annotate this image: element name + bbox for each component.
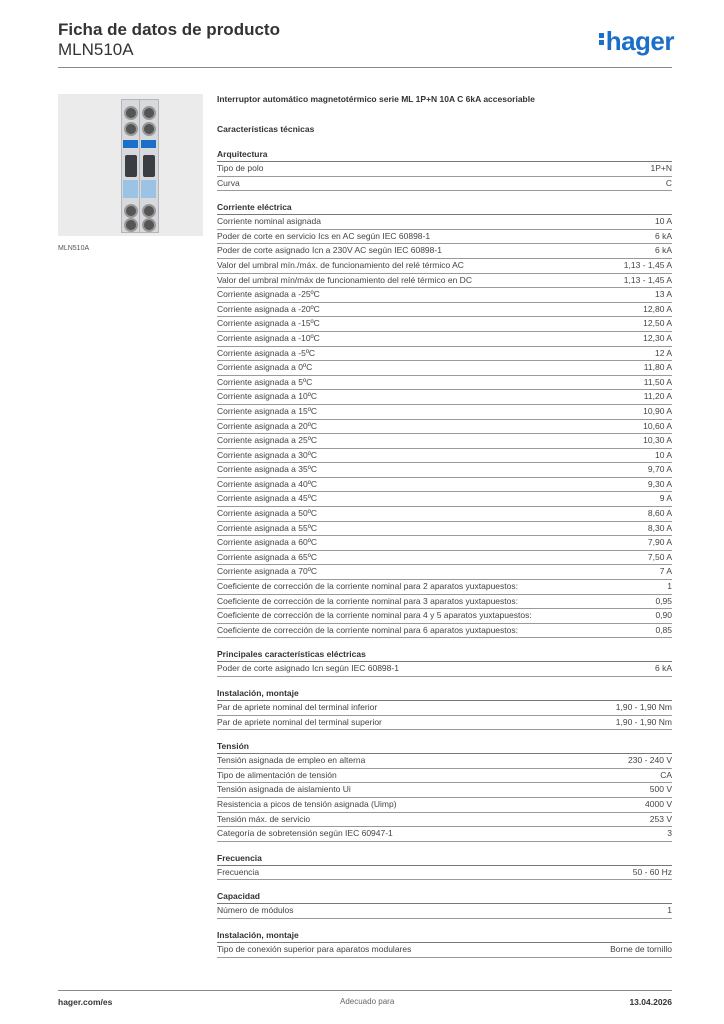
- spec-value: 6 kA: [654, 245, 672, 256]
- spec-value: 8,30 A: [647, 522, 672, 533]
- spec-row: [217, 332, 672, 347]
- spec-label: Poder de corte asignado Icn según IEC 60898-1: [217, 663, 399, 674]
- footer-suitable-for: Adecuado para: [340, 997, 395, 1006]
- spec-value: 3: [667, 828, 672, 839]
- spec-value: 11,50 A: [643, 376, 672, 387]
- spec-row: [217, 274, 672, 289]
- spec-row: [217, 701, 672, 716]
- logo-text: hager: [605, 26, 674, 56]
- spec-row: [217, 904, 672, 919]
- spec-label: Corriente asignada a 10ºC: [217, 391, 317, 402]
- spec-value: 12,50 A: [643, 318, 672, 329]
- spec-value: 10,90 A: [643, 405, 672, 416]
- spec-label: Par de apriete nominal del terminal inferior: [217, 702, 378, 712]
- spec-row: [217, 463, 672, 478]
- spec-value: 9,30 A: [647, 478, 672, 489]
- spec-row: [217, 716, 672, 731]
- spec-label: Corriente asignada a 65ºC: [217, 551, 317, 562]
- spec-group: [217, 890, 672, 919]
- spec-row: [217, 827, 672, 842]
- spec-group: [217, 648, 672, 677]
- spec-label: Corriente asignada a 60ºC: [217, 537, 317, 548]
- spec-label: Tipo de alimentación de tensión: [217, 769, 337, 780]
- spec-value: 1,13 - 1,45 A: [623, 259, 672, 270]
- spec-label: Corriente asignada a 15ºC: [217, 405, 317, 416]
- spec-value: 6 kA: [654, 230, 672, 241]
- spec-value: 0,90: [655, 610, 672, 621]
- spec-label: Tipo de polo: [217, 163, 264, 173]
- spec-value: 1,90 - 1,90 Nm: [615, 702, 672, 712]
- spec-value: 253 V: [649, 813, 672, 824]
- spec-row: [217, 580, 672, 595]
- spec-value: Borne de tornillo: [610, 943, 672, 954]
- breaker-pole-left: [121, 99, 141, 233]
- spec-label: Corriente asignada a 70ºC: [217, 566, 317, 577]
- spec-label: Corriente asignada a -15ºC: [217, 318, 320, 329]
- breaker-pole-right: [139, 99, 159, 233]
- spec-row: [217, 390, 672, 405]
- spec-value: 11,20 A: [643, 391, 672, 402]
- spec-value: 50 - 60 Hz: [632, 866, 672, 877]
- spec-label: Par de apriete nominal del terminal superior: [217, 716, 382, 727]
- logo-dots-icon: [599, 31, 605, 47]
- spec-row: [217, 244, 672, 259]
- spec-group-title: Instalación, montaje: [217, 929, 672, 943]
- footer-website[interactable]: hager.com/es: [58, 997, 113, 1007]
- spec-group-title: Corriente eléctrica: [217, 201, 672, 215]
- image-caption: MLN510A: [58, 245, 90, 252]
- spec-row: [217, 754, 672, 769]
- spec-label: Corriente asignada a 25ºC: [217, 435, 317, 446]
- spec-group-title: Instalación, montaje: [217, 687, 672, 701]
- spec-row: [217, 507, 672, 522]
- spec-value: 8,60 A: [647, 508, 672, 519]
- spec-label: Tipo de conexión superior para aparatos modulares: [217, 943, 412, 954]
- spec-value: 7 A: [659, 566, 672, 577]
- spec-value: 1,90 - 1,90 Nm: [615, 716, 672, 727]
- spec-row: [217, 492, 672, 507]
- spec-row: [217, 522, 672, 537]
- spec-label: Tensión asignada de empleo en alterna: [217, 755, 366, 766]
- spec-label: Curva: [217, 177, 240, 188]
- spec-label: Corriente asignada a 50ºC: [217, 508, 317, 519]
- spec-row: [217, 798, 672, 813]
- spec-row: [217, 943, 672, 958]
- spec-value: 7,90 A: [647, 537, 672, 548]
- spec-value: 9,70 A: [647, 464, 672, 475]
- spec-group: [217, 687, 672, 730]
- spec-value: 1P+N: [650, 163, 672, 173]
- spec-row: [217, 813, 672, 828]
- spec-row: [217, 347, 672, 362]
- spec-row: [217, 434, 672, 449]
- spec-value: 7,50 A: [647, 551, 672, 562]
- spec-label: Coeficiente de corrección de la corriente nominal para 2 aparatos yuxtapuestos:: [217, 581, 518, 592]
- spec-value: 10,60 A: [643, 420, 672, 431]
- spec-value: 10 A: [654, 216, 672, 227]
- spec-row: [217, 565, 672, 580]
- spec-label: Categoría de sobretensión según IEC 60947-1: [217, 828, 393, 839]
- spec-label: Corriente asignada a 40ºC: [217, 478, 317, 489]
- spec-row: [217, 288, 672, 303]
- spec-label: Corriente asignada a 20ºC: [217, 420, 317, 431]
- spec-row: [217, 866, 672, 881]
- spec-value: CA: [660, 769, 672, 780]
- spec-row: [217, 317, 672, 332]
- spec-content: [217, 94, 672, 958]
- footer-divider: [58, 990, 672, 991]
- product-code: MLN510A: [58, 40, 134, 59]
- spec-value: 9 A: [659, 493, 672, 504]
- spec-group: [217, 740, 672, 842]
- footer-date: 13.04.2026: [629, 997, 672, 1007]
- spec-value: 0,95: [655, 595, 672, 606]
- spec-label: Tensión máx. de servicio: [217, 813, 311, 824]
- spec-label: Valor del umbral mín./máx. de funcionamiento del relé térmico AC: [217, 259, 464, 270]
- hager-logo: [599, 26, 674, 57]
- spec-value: 500 V: [649, 784, 672, 795]
- spec-label: Corriente asignada a 30ºC: [217, 449, 317, 460]
- spec-row: [217, 162, 672, 177]
- spec-row: [217, 449, 672, 464]
- spec-row: [217, 303, 672, 318]
- spec-label: Poder de corte en servicio Ics en AC según IEC 60898-1: [217, 230, 431, 241]
- spec-label: Corriente asignada a -20ºC: [217, 303, 320, 314]
- spec-label: Valor del umbral mín/máx de funcionamiento del relé térmico en DC: [217, 274, 472, 285]
- spec-label: Corriente asignada a 0ºC: [217, 362, 313, 373]
- spec-value: 13 A: [654, 289, 672, 300]
- spec-row: [217, 551, 672, 566]
- spec-value: 10 A: [654, 449, 672, 460]
- section-title: Características técnicas: [217, 124, 315, 134]
- spec-label: Poder de corte asignado Icn a 230V AC según IEC 60898-1: [217, 245, 442, 256]
- spec-value: 11,80 A: [643, 362, 672, 373]
- spec-row: [217, 215, 672, 230]
- spec-row: [217, 405, 672, 420]
- spec-value: 1: [667, 581, 672, 592]
- spec-value: 230 - 240 V: [628, 755, 672, 766]
- spec-value: 4000 V: [645, 798, 672, 809]
- spec-label: Corriente asignada a -5ºC: [217, 347, 316, 358]
- spec-label: Corriente asignada a 35ºC: [217, 464, 317, 475]
- spec-label: Resistencia a picos de tensión asignada (Uimp): [217, 798, 397, 809]
- spec-group-title: Capacidad: [217, 890, 672, 904]
- spec-value: 1: [667, 905, 672, 916]
- spec-row: [217, 536, 672, 551]
- spec-row: [217, 609, 672, 624]
- spec-label: Corriente nominal asignada: [217, 216, 321, 227]
- spec-value: 12 A: [654, 347, 672, 358]
- spec-label: Frecuencia: [217, 866, 260, 877]
- product-description: Interruptor automático magnetotérmico serie ML 1P+N 10A C 6kA accesoriable: [217, 94, 535, 104]
- spec-row: [217, 177, 672, 192]
- spec-group-title: Principales características eléctricas: [217, 648, 672, 662]
- spec-label: Corriente asignada a -10ºC: [217, 332, 320, 343]
- spec-group: [217, 929, 672, 958]
- spec-row: [217, 624, 672, 639]
- spec-value: 10,30 A: [643, 435, 672, 446]
- spec-group-title: Tensión: [217, 740, 672, 754]
- header-divider: [58, 67, 672, 68]
- spec-row: [217, 420, 672, 435]
- spec-label: Coeficiente de corrección de la corriente nominal para 4 y 5 aparatos yuxtapuestos:: [217, 610, 532, 621]
- spec-group: [217, 148, 672, 191]
- spec-row: [217, 230, 672, 245]
- spec-label: Tensión asignada de aislamiento Ui: [217, 784, 351, 795]
- spec-row: [217, 662, 672, 677]
- spec-label: Corriente asignada a 55ºC: [217, 522, 317, 533]
- spec-row: [217, 595, 672, 610]
- spec-label: Número de módulos: [217, 905, 294, 916]
- spec-group-title: Arquitectura: [217, 148, 672, 162]
- spec-value: 12,80 A: [643, 303, 672, 314]
- spec-row: [217, 259, 672, 274]
- page-title: Ficha de datos de producto: [58, 20, 280, 39]
- spec-row: [217, 376, 672, 391]
- spec-group: [217, 201, 672, 638]
- spec-group: [217, 852, 672, 881]
- spec-label: Corriente asignada a -25ºC: [217, 289, 320, 300]
- spec-group-title: Frecuencia: [217, 852, 672, 866]
- spec-groups: [217, 148, 672, 958]
- spec-value: 0,85: [655, 624, 672, 635]
- spec-value: 1,13 - 1,45 A: [623, 274, 672, 285]
- spec-row: [217, 361, 672, 376]
- spec-value: C: [665, 177, 672, 188]
- circuit-breaker-image: [58, 94, 203, 236]
- spec-value: 6 kA: [654, 663, 672, 674]
- spec-row: [217, 478, 672, 493]
- spec-row: [217, 769, 672, 784]
- spec-label: Corriente asignada a 45ºC: [217, 493, 317, 504]
- spec-row: [217, 783, 672, 798]
- spec-label: Corriente asignada a 5ºC: [217, 376, 313, 387]
- spec-label: Coeficiente de corrección de la corriente nominal para 3 aparatos yuxtapuestos:: [217, 595, 518, 606]
- spec-value: 12,30 A: [643, 332, 672, 343]
- spec-label: Coeficiente de corrección de la corriente nominal para 6 aparatos yuxtapuestos:: [217, 624, 518, 635]
